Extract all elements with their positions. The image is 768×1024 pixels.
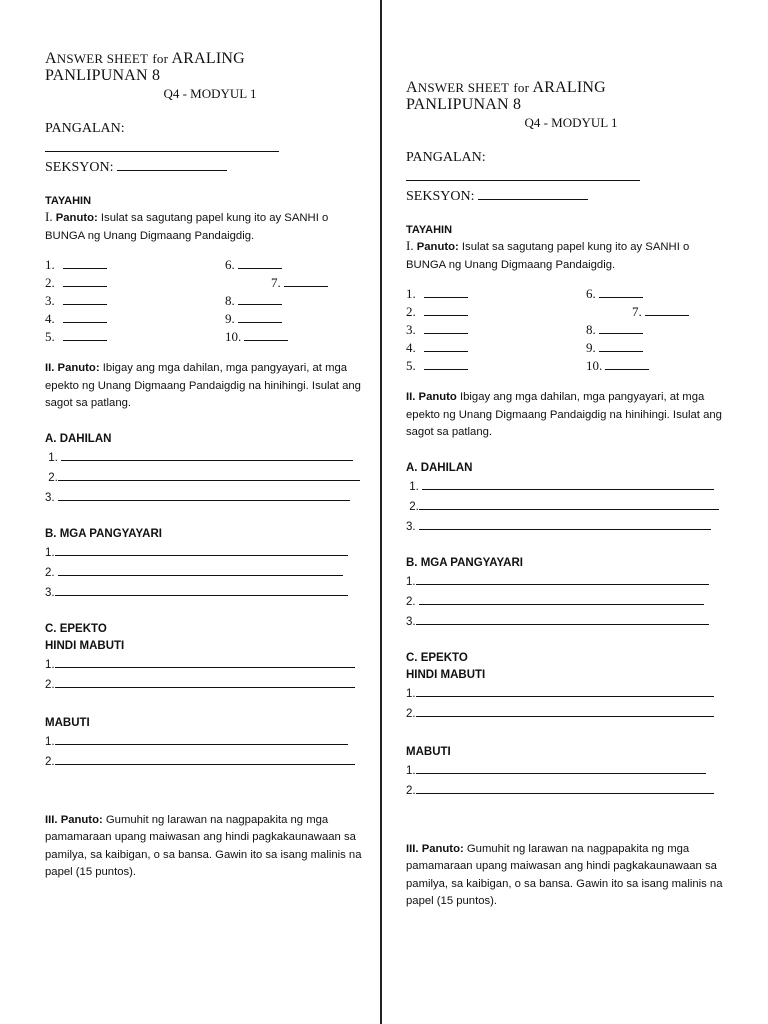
name-label: PANGALAN:	[406, 150, 486, 165]
answer-blank[interactable]: 4.	[45, 310, 107, 328]
dahilan-line[interactable]: 3.	[406, 517, 726, 537]
part3-instructions: III. Panuto: Gumuhit ng larawan na nagpapakita ng mga pamamaraan upang maiwasan ang hindi pagkakaunawaan sa pamilya, sa kaibigan, o sa bansa. Gawin ito sa isang malinis na papel (15 puntos).	[45, 813, 362, 878]
dahilan-line[interactable]: 2.	[406, 497, 726, 517]
pangyayari-line[interactable]: 3.	[45, 583, 365, 603]
hindi-mabuti-line[interactable]: 2.	[406, 704, 726, 724]
answer-blank[interactable]: 9.	[225, 310, 282, 328]
dahilan-heading: A. DAHILAN	[406, 461, 473, 474]
answer-blank[interactable]: 8.	[225, 292, 282, 310]
answer-blank[interactable]: 5.	[406, 357, 468, 375]
section-label: SEKSYON:	[406, 189, 475, 204]
part1-instructions: I. Panuto: Isulat sa sagutang papel kung ito ay SANHI o BUNGA ng Unang Digmaang Pandaigdig.	[45, 209, 329, 242]
part3-instructions: III. Panuto: Gumuhit ng larawan na nagpapakita ng mga pamamaraan upang maiwasan ang hindi pagkakaunawaan sa pamilya, sa kaibigan, o sa bansa. Gawin ito sa isang malinis na papel (15 puntos).	[406, 842, 723, 907]
answer-sheet-right	[406, 79, 726, 911]
pangyayari-line[interactable]: 1.	[406, 572, 726, 592]
section-label: SEKSYON:	[45, 160, 114, 175]
sheet-title: ANSWER SHEET for ARALING PANLIPUNAN 8	[406, 79, 606, 113]
page-divider	[380, 0, 382, 1024]
section-field-row	[406, 187, 726, 205]
pangyayari-line[interactable]: 1.	[45, 543, 365, 563]
dahilan-line[interactable]: 3.	[45, 488, 365, 508]
pangyayari-heading: B. MGA PANGYAYARI	[45, 527, 162, 540]
part1-instructions: I. Panuto: Isulat sa sagutang papel kung ito ay SANHI o BUNGA ng Unang Digmaang Pandaigdig.	[406, 238, 690, 271]
answer-blank[interactable]: 5.	[45, 328, 107, 346]
mabuti-heading: MABUTI	[45, 716, 90, 729]
answer-blank[interactable]: 3.	[406, 321, 468, 339]
name-label: PANGALAN:	[45, 121, 125, 136]
answer-blank[interactable]: 3.	[45, 292, 107, 310]
part1-answer-blanks	[45, 256, 365, 346]
hindi-mabuti-line[interactable]: 2.	[45, 675, 365, 695]
mabuti-heading: MABUTI	[406, 745, 451, 758]
dahilan-line[interactable]: 2.	[45, 468, 365, 488]
tayahin-heading: TAYAHIN	[45, 195, 92, 207]
name-field[interactable]	[45, 137, 279, 152]
hindi-mabuti-line[interactable]: 1.	[45, 655, 365, 675]
mabuti-line[interactable]: 2.	[45, 752, 365, 772]
answer-blank[interactable]: 1.	[45, 256, 107, 274]
sheet-subtitle: Q4 - MODYUL 1	[163, 86, 257, 101]
section-field-row	[45, 158, 365, 176]
tayahin-heading: TAYAHIN	[406, 224, 453, 236]
pangyayari-heading: B. MGA PANGYAYARI	[406, 556, 523, 569]
answer-blank[interactable]: 2.	[406, 303, 468, 321]
name-field[interactable]	[406, 166, 640, 181]
section-field[interactable]	[478, 187, 588, 200]
pangyayari-line[interactable]: 3.	[406, 612, 726, 632]
answer-blank[interactable]: 2.	[45, 274, 107, 292]
section-field[interactable]	[117, 158, 227, 171]
part2-instructions: II. Panuto Ibigay ang mga dahilan, mga pangyayari, at mga epekto ng Unang Digmaang Pandaigdig na hinihingi. Isulat ang sagot sa patlang.	[406, 391, 722, 438]
answer-sheet-left	[45, 50, 365, 882]
answer-blank[interactable]: 1.	[406, 285, 468, 303]
dahilan-line[interactable]: 1.	[45, 448, 365, 468]
pangyayari-line[interactable]: 2.	[45, 563, 365, 583]
mabuti-line[interactable]: 2.	[406, 781, 726, 801]
sheet-subtitle: Q4 - MODYUL 1	[524, 115, 618, 130]
epekto-heading: C. EPEKTO	[406, 651, 468, 664]
answer-blank[interactable]: 10.	[225, 328, 288, 346]
answer-blank[interactable]: 8.	[586, 321, 643, 339]
dahilan-heading: A. DAHILAN	[45, 432, 112, 445]
hindi-mabuti-heading: HINDI MABUTI	[45, 639, 125, 652]
answer-blank[interactable]: 7.	[271, 274, 328, 292]
hindi-mabuti-line[interactable]: 1.	[406, 684, 726, 704]
part2-instructions: II. Panuto: Ibigay ang mga dahilan, mga pangyayari, at mga epekto ng Unang Digmaang Pandaigdig na hinihingi. Isulat ang sagot sa patlang.	[45, 362, 361, 409]
pangyayari-line[interactable]: 2.	[406, 592, 726, 612]
answer-blank[interactable]: 4.	[406, 339, 468, 357]
part1-answer-blanks	[406, 285, 726, 375]
mabuti-line[interactable]: 1.	[406, 761, 726, 781]
answer-blank[interactable]: 6.	[225, 256, 282, 274]
answer-blank[interactable]: 10.	[586, 357, 649, 375]
sheet-title: ANSWER SHEET for ARALING PANLIPUNAN 8	[45, 50, 245, 84]
epekto-heading: C. EPEKTO	[45, 622, 107, 635]
answer-blank[interactable]: 7.	[632, 303, 689, 321]
hindi-mabuti-heading: HINDI MABUTI	[406, 668, 486, 681]
dahilan-line[interactable]: 1.	[406, 477, 726, 497]
answer-blank[interactable]: 6.	[586, 285, 643, 303]
mabuti-line[interactable]: 1.	[45, 732, 365, 752]
answer-blank[interactable]: 9.	[586, 339, 643, 357]
